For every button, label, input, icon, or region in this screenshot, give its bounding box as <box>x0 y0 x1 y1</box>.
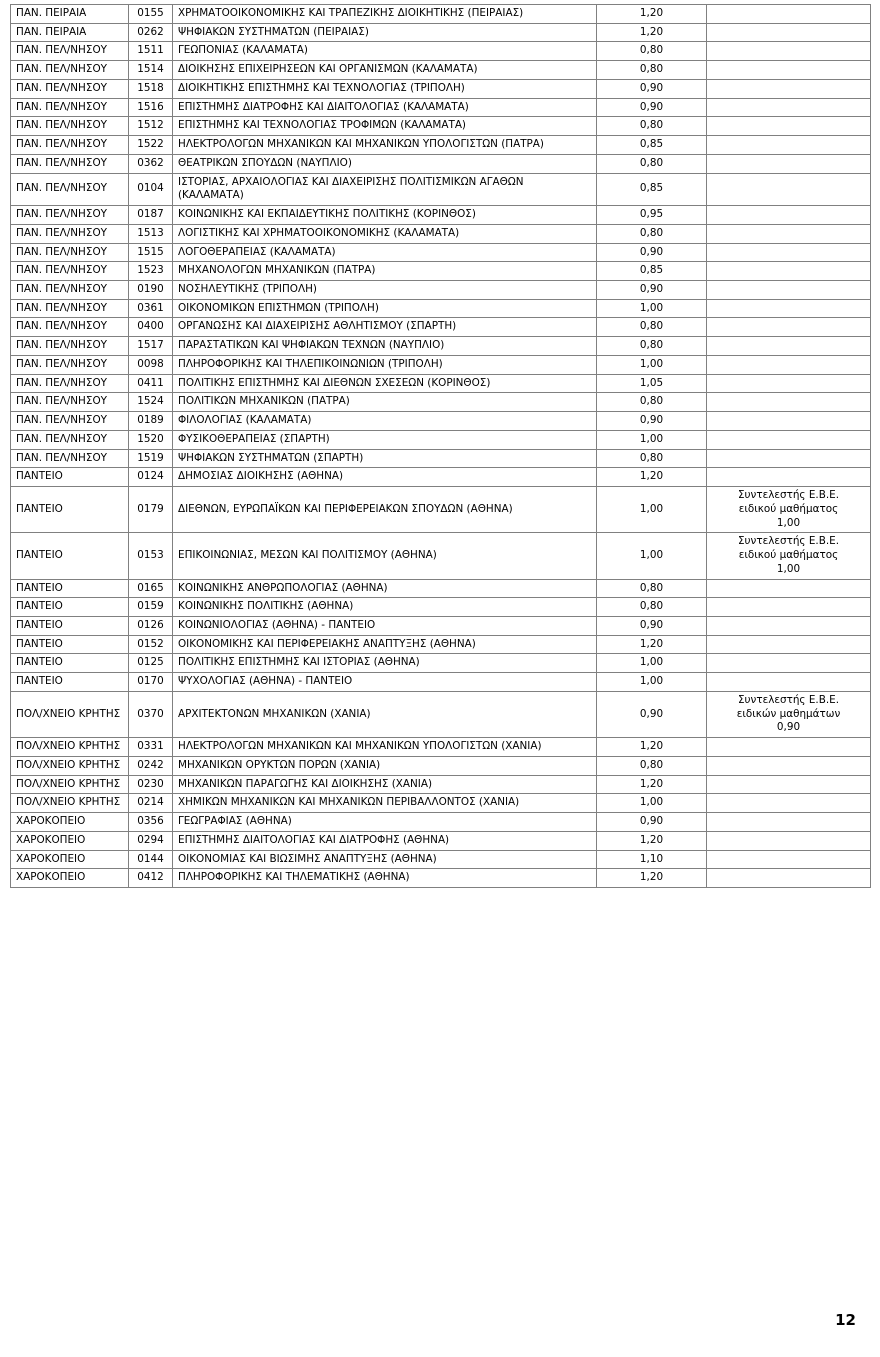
table-row <box>11 869 871 888</box>
coefficient-cell: 1,05 <box>597 374 707 393</box>
department-name-cell: ΚΟΙΝΩΝΙΚΗΣ ΚΑΙ ΕΚΠΑΙΔΕΥΤΙΚΗΣ ΠΟΛΙΤΙΚΗΣ (ΚΟΡΙΝΘΟΣ) <box>173 206 597 225</box>
table-row <box>11 850 871 869</box>
code-cell: 0362 <box>129 154 173 173</box>
table-row <box>11 79 871 98</box>
note-line: Συντελεστής Ε.Β.Ε. <box>737 489 839 502</box>
table-row <box>11 224 871 243</box>
table-row <box>11 533 871 579</box>
institution-cell: ΠΑΝ. ΠΕΛ/ΝΗΣΟΥ <box>11 79 129 98</box>
table-row <box>11 262 871 281</box>
department-name-cell: ΠΟΛΙΤΙΚΩΝ ΜΗΧΑΝΙΚΩΝ (ΠΑΤΡΑ) <box>173 393 597 412</box>
coefficient-cell: 0,80 <box>597 224 707 243</box>
department-name-cell: ΙΣΤΟΡΙΑΣ, ΑΡΧΑΙΟΛΟΓΙΑΣ ΚΑΙ ΔΙΑΧΕΙΡΙΣΗΣ ΠΟΛΙΤΙΣΜΙΚΩΝ ΑΓΑΘΩΝ (ΚΑΛΑΜΑΤΑ) <box>173 173 597 205</box>
department-name-cell: ΕΠΙΣΤΗΜΗΣ ΔΙΑΙΤΟΛΟΓΙΑΣ ΚΑΙ ΔΙΑΤΡΟΦΗΣ (ΑΘΗΝΑ) <box>173 831 597 850</box>
department-name-cell: ΜΗΧΑΝΟΛΟΓΩΝ ΜΗΧΑΝΙΚΩΝ (ΠΑΤΡΑ) <box>173 262 597 281</box>
coefficient-cell: 1,10 <box>597 850 707 869</box>
note-cell <box>707 318 871 337</box>
coefficient-cell: 1,00 <box>597 299 707 318</box>
department-name-cell: ΓΕΩΓΡΑΦΙΑΣ (ΑΘΗΝΑ) <box>173 813 597 832</box>
coefficient-cell: 1,20 <box>597 23 707 42</box>
code-cell: 0170 <box>129 673 173 692</box>
note-cell <box>707 654 871 673</box>
note-cell <box>707 173 871 205</box>
code-cell: 0155 <box>129 5 173 24</box>
table-row <box>11 691 871 737</box>
department-name-cell: ΧΗΜΙΚΩΝ ΜΗΧΑΝΙΚΩΝ ΚΑΙ ΜΗΧΑΝΙΚΩΝ ΠΕΡΙΒΑΛΛΟΝΤΟΣ (ΧΑΝΙΑ) <box>173 794 597 813</box>
coefficient-cell: 1,00 <box>597 487 707 533</box>
note-cell <box>707 98 871 117</box>
code-cell: 0125 <box>129 654 173 673</box>
institution-cell: ΠΑΝ. ΠΕΛ/ΝΗΣΟΥ <box>11 173 129 205</box>
coefficient-cell: 0,80 <box>597 449 707 468</box>
coefficient-cell: 0,90 <box>597 98 707 117</box>
code-cell: 0152 <box>129 635 173 654</box>
table-row <box>11 23 871 42</box>
coefficient-cell: 0,80 <box>597 61 707 80</box>
table-row <box>11 487 871 533</box>
department-name-cell: ΟΙΚΟΝΟΜΙΚΩΝ ΕΠΙΣΤΗΜΩΝ (ΤΡΙΠΟΛΗ) <box>173 299 597 318</box>
department-name-cell: ΑΡΧΙΤΕΚΤΟΝΩΝ ΜΗΧΑΝΙΚΩΝ (ΧΑΝΙΑ) <box>173 691 597 737</box>
department-name-cell: ΦΙΛΟΛΟΓΙΑΣ (ΚΑΛΑΜΑΤΑ) <box>173 412 597 431</box>
note-cell <box>707 468 871 487</box>
coefficient-cell: 0,95 <box>597 206 707 225</box>
institution-cell: ΠΑΝ. ΠΕΛ/ΝΗΣΟΥ <box>11 299 129 318</box>
table-row <box>11 673 871 692</box>
department-name-cell: ΨΗΦΙΑΚΩΝ ΣΥΣΤΗΜΑΤΩΝ (ΣΠΑΡΤΗ) <box>173 449 597 468</box>
code-cell: 1515 <box>129 243 173 262</box>
table-row <box>11 598 871 617</box>
code-cell: 0400 <box>129 318 173 337</box>
note-line: 1,00 <box>776 516 801 529</box>
coefficient-cell: 0,90 <box>597 691 707 737</box>
table-row <box>11 831 871 850</box>
code-cell: 0412 <box>129 869 173 888</box>
coefficient-cell: 1,20 <box>597 5 707 24</box>
code-cell: 0187 <box>129 206 173 225</box>
department-name-cell: ΠΛΗΡΟΦΟΡΙΚΗΣ ΚΑΙ ΤΗΛΕΜΑΤΙΚΗΣ (ΑΘΗΝΑ) <box>173 869 597 888</box>
coefficient-cell: 1,20 <box>597 775 707 794</box>
institution-cell: ΠΑΝ. ΠΕΛ/ΝΗΣΟΥ <box>11 281 129 300</box>
note-cell <box>707 299 871 318</box>
table-row <box>11 154 871 173</box>
table-row <box>11 243 871 262</box>
institution-cell: ΠΑΝΤΕΙΟ <box>11 468 129 487</box>
department-name-cell: ΠΛΗΡΟΦΟΡΙΚΗΣ ΚΑΙ ΤΗΛΕΠΙΚΟΙΝΩΝΙΩΝ (ΤΡΙΠΟΛΗ) <box>173 355 597 374</box>
coefficient-cell: 0,90 <box>597 243 707 262</box>
department-name-cell: ΝΟΣΗΛΕΥΤΙΚΗΣ (ΤΡΙΠΟΛΗ) <box>173 281 597 300</box>
note-cell <box>707 262 871 281</box>
code-cell: 0165 <box>129 579 173 598</box>
table-body <box>11 5 871 888</box>
code-cell: 1516 <box>129 98 173 117</box>
note-cell <box>707 281 871 300</box>
coefficient-cell: 0,90 <box>597 813 707 832</box>
note-cell <box>707 635 871 654</box>
department-name-cell: ΕΠΙΣΤΗΜΗΣ ΔΙΑΤΡΟΦΗΣ ΚΑΙ ΔΙΑΙΤΟΛΟΓΙΑΣ (ΚΑΛΑΜΑΤΑ) <box>173 98 597 117</box>
table-row <box>11 5 871 24</box>
code-cell: 0331 <box>129 738 173 757</box>
note-cell <box>707 79 871 98</box>
coefficient-cell: 1,00 <box>597 355 707 374</box>
department-name-cell: ΠΑΡΑΣΤΑΤΙΚΩΝ ΚΑΙ ΨΗΦΙΑΚΩΝ ΤΕΧΝΩΝ (ΝΑΥΠΛΙΟ) <box>173 337 597 356</box>
note-cell <box>707 813 871 832</box>
institution-cell: ΠΟΛ/ΧΝΕΙΟ ΚΡΗΤΗΣ <box>11 738 129 757</box>
code-cell: 0144 <box>129 850 173 869</box>
coefficient-cell: 1,00 <box>597 533 707 579</box>
note-cell <box>707 154 871 173</box>
table-row <box>11 42 871 61</box>
institution-cell: ΠΑΝ. ΠΕΛ/ΝΗΣΟΥ <box>11 262 129 281</box>
code-cell: 0370 <box>129 691 173 737</box>
department-name-cell: ΟΙΚΟΝΟΜΙΑΣ ΚΑΙ ΒΙΩΣΙΜΗΣ ΑΝΑΠΤΥΞΗΣ (ΑΘΗΝΑ) <box>173 850 597 869</box>
coefficient-cell: 0,80 <box>597 393 707 412</box>
department-name-cell: ΨΥΧΟΛΟΓΙΑΣ (ΑΘΗΝΑ) - ΠΑΝΤΕΙΟ <box>173 673 597 692</box>
department-name-cell: ΜΗΧΑΝΙΚΩΝ ΠΑΡΑΓΩΓΗΣ ΚΑΙ ΔΙΟΙΚΗΣΗΣ (ΧΑΝΙΑ) <box>173 775 597 794</box>
code-cell: 1520 <box>129 430 173 449</box>
code-cell: 0242 <box>129 756 173 775</box>
coefficient-cell: 0,80 <box>597 42 707 61</box>
note-cell <box>707 579 871 598</box>
note-cell <box>707 831 871 850</box>
department-name-cell: ΕΠΙΣΤΗΜΗΣ ΚΑΙ ΤΕΧΝΟΛΟΓΙΑΣ ΤΡΟΦΙΜΩΝ (ΚΑΛΑΜΑΤΑ) <box>173 117 597 136</box>
coefficient-cell: 1,00 <box>597 673 707 692</box>
note-cell <box>707 243 871 262</box>
table-row <box>11 355 871 374</box>
institution-cell: ΠΑΝ. ΠΕΛ/ΝΗΣΟΥ <box>11 393 129 412</box>
code-cell: 0189 <box>129 412 173 431</box>
institution-cell: ΠΑΝΤΕΙΟ <box>11 616 129 635</box>
code-cell: 0262 <box>129 23 173 42</box>
institution-cell: ΠΑΝ. ΠΕΛ/ΝΗΣΟΥ <box>11 355 129 374</box>
coefficient-cell: 0,90 <box>597 412 707 431</box>
table-row <box>11 635 871 654</box>
institution-cell: ΠΑΝΤΕΙΟ <box>11 635 129 654</box>
department-name-cell: ΗΛΕΚΤΡΟΛΟΓΩΝ ΜΗΧΑΝΙΚΩΝ ΚΑΙ ΜΗΧΑΝΙΚΩΝ ΥΠΟΛΟΓΙΣΤΩΝ (ΠΑΤΡΑ) <box>173 136 597 155</box>
institution-cell: ΠΑΝ. ΠΕΛ/ΝΗΣΟΥ <box>11 117 129 136</box>
coefficient-cell: 0,85 <box>597 262 707 281</box>
note-line: ειδικού μαθήματος <box>738 549 839 562</box>
department-name-cell: ΜΗΧΑΝΙΚΩΝ ΟΡΥΚΤΩΝ ΠΟΡΩΝ (ΧΑΝΙΑ) <box>173 756 597 775</box>
note-line: Συντελεστής Ε.Β.Ε. <box>737 535 839 548</box>
institution-cell: ΠΑΝ. ΠΕΛ/ΝΗΣΟΥ <box>11 224 129 243</box>
institution-cell: ΠΟΛ/ΧΝΕΙΟ ΚΡΗΤΗΣ <box>11 794 129 813</box>
coefficient-cell: 0,90 <box>597 281 707 300</box>
note-cell <box>707 756 871 775</box>
note-cell <box>707 430 871 449</box>
coefficient-cell: 1,00 <box>597 794 707 813</box>
note-line: ειδικού μαθήματος <box>738 502 839 515</box>
department-name-cell: ΓΕΩΠΟΝΙΑΣ (ΚΑΛΑΜΑΤΑ) <box>173 42 597 61</box>
institution-cell: ΠΑΝΤΕΙΟ <box>11 673 129 692</box>
department-name-cell: ΔΙΟΙΚΗΤΙΚΗΣ ΕΠΙΣΤΗΜΗΣ ΚΑΙ ΤΕΧΝΟΛΟΓΙΑΣ (ΤΡΙΠΟΛΗ) <box>173 79 597 98</box>
table-row <box>11 173 871 205</box>
note-cell <box>707 42 871 61</box>
note-cell <box>707 533 871 579</box>
coefficient-cell: 0,85 <box>597 136 707 155</box>
table-row <box>11 136 871 155</box>
institution-cell: ΠΑΝ. ΠΕΙΡΑΙΑ <box>11 23 129 42</box>
note-cell <box>707 775 871 794</box>
code-cell: 0153 <box>129 533 173 579</box>
note-cell <box>707 412 871 431</box>
code-cell: 0179 <box>129 487 173 533</box>
table-row <box>11 756 871 775</box>
note-cell <box>707 794 871 813</box>
department-name-cell: ΔΙΟΙΚΗΣΗΣ ΕΠΙΧΕΙΡΗΣΕΩΝ ΚΑΙ ΟΡΓΑΝΙΣΜΩΝ (ΚΑΛΑΜΑΤΑ) <box>173 61 597 80</box>
code-cell: 1518 <box>129 79 173 98</box>
code-cell: 0104 <box>129 173 173 205</box>
institution-cell: ΠΑΝΤΕΙΟ <box>11 533 129 579</box>
code-cell: 0411 <box>129 374 173 393</box>
table-row <box>11 654 871 673</box>
coefficient-cell: 1,00 <box>597 430 707 449</box>
table-row <box>11 337 871 356</box>
coefficient-cell: 0,85 <box>597 173 707 205</box>
department-name-cell: ΛΟΓΟΘΕΡΑΠΕΙΑΣ (ΚΑΛΑΜΑΤΑ) <box>173 243 597 262</box>
institution-cell: ΠΑΝ. ΠΕΛ/ΝΗΣΟΥ <box>11 374 129 393</box>
institution-cell: ΠΑΝΤΕΙΟ <box>11 654 129 673</box>
note-cell <box>707 5 871 24</box>
note-line: Συντελεστής Ε.Β.Ε. <box>737 693 839 706</box>
coefficient-cell: 1,20 <box>597 738 707 757</box>
institution-cell: ΠΑΝ. ΠΕΛ/ΝΗΣΟΥ <box>11 449 129 468</box>
code-cell: 0098 <box>129 355 173 374</box>
note-cell <box>707 738 871 757</box>
note-line: 1,00 <box>776 562 801 575</box>
table-row <box>11 579 871 598</box>
institution-cell: ΠΟΛ/ΧΝΕΙΟ ΚΡΗΤΗΣ <box>11 756 129 775</box>
coefficient-cell: 1,20 <box>597 468 707 487</box>
note-cell <box>707 616 871 635</box>
code-cell: 0294 <box>129 831 173 850</box>
code-cell: 0214 <box>129 794 173 813</box>
coefficient-cell: 1,20 <box>597 635 707 654</box>
department-name-cell: ΟΙΚΟΝΟΜΙΚΗΣ ΚΑΙ ΠΕΡΙΦΕΡΕΙΑΚΗΣ ΑΝΑΠΤΥΞΗΣ (ΑΘΗΝΑ) <box>173 635 597 654</box>
table-row <box>11 813 871 832</box>
coefficient-cell: 0,80 <box>597 117 707 136</box>
note-line: 0,90 <box>776 721 801 734</box>
code-cell: 0126 <box>129 616 173 635</box>
department-name-cell: ΚΟΙΝΩΝΙΟΛΟΓΙΑΣ (ΑΘΗΝΑ) - ΠΑΝΤΕΙΟ <box>173 616 597 635</box>
code-cell: 1517 <box>129 337 173 356</box>
institution-cell: ΧΑΡΟΚΟΠΕΙΟ <box>11 850 129 869</box>
department-name-cell: ΧΡΗΜΑΤΟΟΙΚΟΝΟΜΙΚΗΣ ΚΑΙ ΤΡΑΠΕΖΙΚΗΣ ΔΙΟΙΚΗΤΙΚΗΣ (ΠΕΙΡΑΙΑΣ) <box>173 5 597 24</box>
code-cell: 1512 <box>129 117 173 136</box>
department-name-cell: ΛΟΓΙΣΤΙΚΗΣ ΚΑΙ ΧΡΗΜΑΤΟΟΙΚΟΝΟΜΙΚΗΣ (ΚΑΛΑΜΑΤΑ) <box>173 224 597 243</box>
department-name-cell: ΔΗΜΟΣΙΑΣ ΔΙΟΙΚΗΣΗΣ (ΑΘΗΝΑ) <box>173 468 597 487</box>
institution-cell: ΠΑΝ. ΠΕΛ/ΝΗΣΟΥ <box>11 243 129 262</box>
department-name-cell: ΚΟΙΝΩΝΙΚΗΣ ΠΟΛΙΤΙΚΗΣ (ΑΘΗΝΑ) <box>173 598 597 617</box>
departments-table <box>10 4 871 888</box>
institution-cell: ΠΑΝ. ΠΕΛ/ΝΗΣΟΥ <box>11 412 129 431</box>
table-row <box>11 393 871 412</box>
code-cell: 0190 <box>129 281 173 300</box>
institution-cell: ΠΑΝΤΕΙΟ <box>11 579 129 598</box>
note-cell <box>707 23 871 42</box>
note-cell <box>707 393 871 412</box>
table-row <box>11 738 871 757</box>
table-row <box>11 318 871 337</box>
code-cell: 0361 <box>129 299 173 318</box>
table-row <box>11 374 871 393</box>
department-name-cell: ΚΟΙΝΩΝΙΚΗΣ ΑΝΘΡΩΠΟΛΟΓΙΑΣ (ΑΘΗΝΑ) <box>173 579 597 598</box>
table-row <box>11 794 871 813</box>
coefficient-cell: 1,20 <box>597 869 707 888</box>
institution-cell: ΠΑΝΤΕΙΟ <box>11 598 129 617</box>
code-cell: 1514 <box>129 61 173 80</box>
note-cell <box>707 206 871 225</box>
note-cell <box>707 117 871 136</box>
note-line: ειδικών μαθημάτων <box>736 707 841 720</box>
coefficient-cell: 0,80 <box>597 337 707 356</box>
table-row <box>11 449 871 468</box>
table-row <box>11 206 871 225</box>
note-cell <box>707 337 871 356</box>
coefficient-cell: 0,80 <box>597 598 707 617</box>
code-cell: 0124 <box>129 468 173 487</box>
code-cell: 0230 <box>129 775 173 794</box>
note-cell <box>707 136 871 155</box>
code-cell: 1522 <box>129 136 173 155</box>
institution-cell: ΠΟΛ/ΧΝΕΙΟ ΚΡΗΤΗΣ <box>11 691 129 737</box>
institution-cell: ΠΑΝΤΕΙΟ <box>11 487 129 533</box>
institution-cell: ΠΑΝ. ΠΕΛ/ΝΗΣΟΥ <box>11 136 129 155</box>
code-cell: 0159 <box>129 598 173 617</box>
note-cell <box>707 374 871 393</box>
institution-cell: ΠΑΝ. ΠΕΙΡΑΙΑ <box>11 5 129 24</box>
note-cell <box>707 691 871 737</box>
table-row <box>11 98 871 117</box>
code-cell: 1523 <box>129 262 173 281</box>
coefficient-cell: 0,90 <box>597 616 707 635</box>
code-cell: 1511 <box>129 42 173 61</box>
note-cell <box>707 449 871 468</box>
institution-cell: ΠΟΛ/ΧΝΕΙΟ ΚΡΗΤΗΣ <box>11 775 129 794</box>
table-row <box>11 281 871 300</box>
coefficient-cell: 0,80 <box>597 318 707 337</box>
note-cell <box>707 487 871 533</box>
note-cell <box>707 598 871 617</box>
note-cell <box>707 869 871 888</box>
table-row <box>11 61 871 80</box>
department-name-cell: ΠΟΛΙΤΙΚΗΣ ΕΠΙΣΤΗΜΗΣ ΚΑΙ ΔΙΕΘΝΩΝ ΣΧΕΣΕΩΝ (ΚΟΡΙΝΘΟΣ) <box>173 374 597 393</box>
table-row <box>11 775 871 794</box>
department-name-cell: ΨΗΦΙΑΚΩΝ ΣΥΣΤΗΜΑΤΩΝ (ΠΕΙΡΑΙΑΣ) <box>173 23 597 42</box>
note-cell <box>707 61 871 80</box>
institution-cell: ΠΑΝ. ΠΕΛ/ΝΗΣΟΥ <box>11 206 129 225</box>
institution-cell: ΠΑΝ. ΠΕΛ/ΝΗΣΟΥ <box>11 154 129 173</box>
department-name-cell: ΟΡΓΑΝΩΣΗΣ ΚΑΙ ΔΙΑΧΕΙΡΙΣΗΣ ΑΘΛΗΤΙΣΜΟΥ (ΣΠΑΡΤΗ) <box>173 318 597 337</box>
code-cell: 1513 <box>129 224 173 243</box>
department-name-cell: ΦΥΣΙΚΟΘΕΡΑΠΕΙΑΣ (ΣΠΑΡΤΗ) <box>173 430 597 449</box>
note-cell <box>707 673 871 692</box>
department-name-cell: ΠΟΛΙΤΙΚΗΣ ΕΠΙΣΤΗΜΗΣ ΚΑΙ ΙΣΤΟΡΙΑΣ (ΑΘΗΝΑ) <box>173 654 597 673</box>
table-row <box>11 430 871 449</box>
note-cell <box>707 850 871 869</box>
coefficient-cell: 0,80 <box>597 579 707 598</box>
department-name-cell: ΘΕΑΤΡΙΚΩΝ ΣΠΟΥΔΩΝ (ΝΑΥΠΛΙΟ) <box>173 154 597 173</box>
institution-cell: ΠΑΝ. ΠΕΛ/ΝΗΣΟΥ <box>11 61 129 80</box>
institution-cell: ΧΑΡΟΚΟΠΕΙΟ <box>11 869 129 888</box>
institution-cell: ΠΑΝ. ΠΕΛ/ΝΗΣΟΥ <box>11 42 129 61</box>
institution-cell: ΧΑΡΟΚΟΠΕΙΟ <box>11 831 129 850</box>
department-name-cell: ΗΛΕΚΤΡΟΛΟΓΩΝ ΜΗΧΑΝΙΚΩΝ ΚΑΙ ΜΗΧΑΝΙΚΩΝ ΥΠΟΛΟΓΙΣΤΩΝ (ΧΑΝΙΑ) <box>173 738 597 757</box>
code-cell: 1519 <box>129 449 173 468</box>
institution-cell: ΠΑΝ. ΠΕΛ/ΝΗΣΟΥ <box>11 318 129 337</box>
department-name-cell: ΔΙΕΘΝΩΝ, ΕΥΡΩΠΑΪΚΩΝ ΚΑΙ ΠΕΡΙΦΕΡΕΙΑΚΩΝ ΣΠΟΥΔΩΝ (ΑΘΗΝΑ) <box>173 487 597 533</box>
table-row <box>11 616 871 635</box>
institution-cell: ΧΑΡΟΚΟΠΕΙΟ <box>11 813 129 832</box>
coefficient-cell: 0,80 <box>597 154 707 173</box>
table-row <box>11 299 871 318</box>
coefficient-cell: 1,00 <box>597 654 707 673</box>
table-row <box>11 468 871 487</box>
institution-cell: ΠΑΝ. ΠΕΛ/ΝΗΣΟΥ <box>11 430 129 449</box>
coefficient-cell: 0,80 <box>597 756 707 775</box>
coefficient-cell: 0,90 <box>597 79 707 98</box>
code-cell: 1524 <box>129 393 173 412</box>
code-cell: 0356 <box>129 813 173 832</box>
page-number: 12 <box>835 1311 856 1329</box>
institution-cell: ΠΑΝ. ΠΕΛ/ΝΗΣΟΥ <box>11 98 129 117</box>
coefficient-cell: 1,20 <box>597 831 707 850</box>
table-row <box>11 412 871 431</box>
table-row <box>11 117 871 136</box>
department-name-cell: ΕΠΙΚΟΙΝΩΝΙΑΣ, ΜΕΣΩΝ ΚΑΙ ΠΟΛΙΤΙΣΜΟΥ (ΑΘΗΝΑ) <box>173 533 597 579</box>
note-cell <box>707 224 871 243</box>
note-cell <box>707 355 871 374</box>
institution-cell: ΠΑΝ. ΠΕΛ/ΝΗΣΟΥ <box>11 337 129 356</box>
